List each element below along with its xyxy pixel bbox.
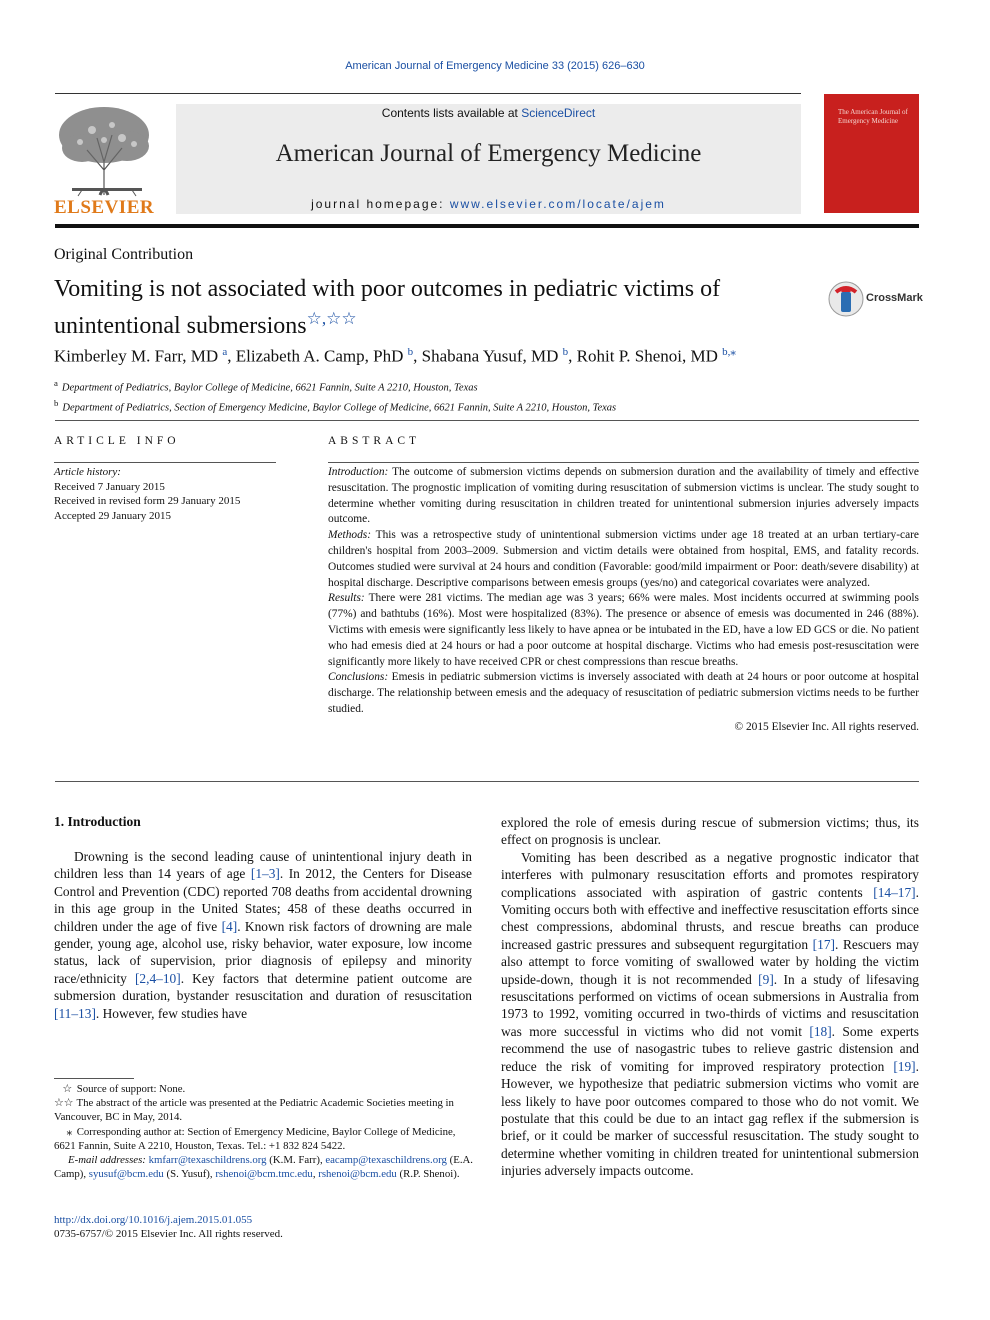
footnote-mark: ⁎: [66, 1125, 72, 1138]
affiliation-mark: a: [54, 378, 58, 388]
citation-link[interactable]: [11–13]: [54, 1005, 96, 1021]
citation-link[interactable]: [2,4–10]: [134, 970, 181, 986]
abstract-introduction: [328, 465, 919, 528]
email-link[interactable]: rshenoi@bcm.edu: [318, 1168, 397, 1181]
body-text: . Some experts recommend the use of nasogastric tubes to relieve gastric distension and reduce the risk of vomiting for improved respiratory protection: [501, 1023, 919, 1074]
abstract-label: Introduction:: [328, 466, 389, 478]
body-text: Vomiting has been described as a negative prognostic indicator that interferes with pulmonary resuscitation efforts and promotes respiratory complications associated with aspiration of gastric contents: [501, 849, 919, 900]
crossmark-label[interactable]: CrossMark: [866, 292, 923, 304]
homepage-line: [176, 197, 801, 211]
affiliations: [54, 376, 616, 415]
footnote-mark: ☆☆: [54, 1097, 74, 1110]
section-divider: [55, 420, 919, 421]
body-text: . Key factors that determine patient outcome are submersion duration, bystander resuscitation and duration of resuscitation: [54, 970, 472, 1004]
section-divider: [55, 781, 919, 782]
abstract-label: Results:: [328, 592, 365, 605]
article-section-type: Original Contribution: [54, 246, 194, 263]
issn-copyright: 0735-6757/© 2015 Elsevier Inc. All rights reserved.: [54, 1228, 283, 1240]
abstract-text: The outcome of submersion victims depends on submersion duration and the availability of timely and effective resuscitation. The prognostic implication of vomiting during resuscitation of submersion victims is unclear. The study sought to determine whether vomiting during resuscitation in children treated for unintentional submersion injuries adversely impacts outcome.: [328, 466, 919, 526]
elsevier-logo-text: ELSEVIER: [54, 197, 155, 218]
email-link[interactable]: kmfarr@texaschildrens.org: [148, 1154, 267, 1167]
abstract-text: This was a retrospective study of unintentional submersion victims under age 18 treated at an urban tertiary-care children's hospital from 2003–2009. Submersion and victim details were obtained from hospital, EMS, and fatality records. Outcomes studied were survival at 24 hours and condition (Favorable: good/mild impairment or Poor: death/severe disability) at hospital discharge. Descriptive comparisons between emesis groups (yes/no) and categorical covariates were analyzed.: [328, 529, 919, 589]
footnotes: [54, 1082, 474, 1181]
citation-link[interactable]: [1–3]: [250, 866, 280, 882]
citation-link[interactable]: [19]: [893, 1058, 916, 1074]
footnote-text: The abstract of the article was presented at the Pediatric Academic Societies meeting in Vancouver, BC in May, 2014.: [54, 1097, 454, 1124]
email-owner: (K.M. Farr),: [269, 1154, 326, 1167]
affiliation-text: Department of Pediatrics, Section of Emergency Medicine, Baylor College of Medicine, 6621 Fannin, Suite A 2210, Houston, Texas: [62, 402, 617, 413]
abstract-heading: ABSTRACT: [328, 435, 421, 447]
affiliation-item: [54, 376, 616, 396]
history-accepted: Accepted 29 January 2015: [54, 509, 171, 522]
abstract-results: [328, 591, 919, 670]
body-text: . In a study of lifesaving resuscitations performed on victims of ocean submersions in Australia from 1973 to 1992, vomiting occurred in two-thirds of victims and resuscitation was more successful in victims who did not vomit: [501, 971, 919, 1039]
article-history: [54, 465, 240, 523]
affiliation-text: Department of Pediatrics, Baylor College of Medicine, 6621 Fannin, Suite A 2210, Houston, Texas: [61, 382, 478, 394]
history-label: Article history:: [54, 466, 121, 478]
footnote-text: Source of support: None.: [76, 1083, 186, 1095]
footnote-mark: ☆: [62, 1083, 72, 1095]
journal-citation[interactable]: American Journal of Emergency Medicine 33 (2015) 626–630: [345, 60, 645, 72]
author-affiliation-mark[interactable]: a: [222, 346, 228, 358]
cover-title-text: The American Journal of Emergency Medicine: [838, 108, 908, 125]
body-text: . Known risk factors of drowning are male gender, young age, alcohol use, risky behavior, water exposure, low income status, lack of supervision, prior diagnosis of epilepsy and minority race/ethnicity: [54, 918, 472, 986]
footnote-source: [54, 1082, 474, 1096]
author-name: Shabana Yusuf, MD: [421, 346, 559, 366]
contents-line: [176, 106, 801, 120]
header-thick-divider: [55, 224, 919, 228]
citation-link[interactable]: [17]: [812, 936, 835, 952]
affiliation-item: [54, 396, 616, 416]
email-link[interactable]: rshenoi@bcm.tmc.edu: [215, 1168, 313, 1181]
homepage-prefix: journal homepage:: [311, 197, 450, 211]
sciencedirect-link[interactable]: ScienceDirect: [521, 106, 596, 120]
footnote-divider: [54, 1078, 134, 1079]
abstract-text: Emesis in pediatric submersion victims is inversely associated with death at 24 hours or poor outcome at hospital discharge. The relationship between emesis and the adequacy of resuscitation of pediatric submersion victims needs to be further studied.: [328, 671, 919, 715]
author-affiliation-mark[interactable]: b,⁎: [722, 346, 736, 358]
footnote-emails: [54, 1153, 474, 1181]
article-info-heading: ARTICLE INFO: [54, 435, 180, 447]
intro-paragraph: [501, 849, 919, 1180]
article-title-text: Vomiting is not associated with poor outcomes in pediatric victims of unintentional submersions: [54, 276, 721, 339]
history-received: Received 7 January 2015: [54, 480, 165, 493]
intro-paragraph: [54, 848, 472, 1022]
title-footnote-marks[interactable]: ☆,☆☆: [306, 309, 357, 328]
body-column-left: [54, 848, 472, 1022]
email-label: E-mail addresses:: [68, 1154, 146, 1167]
author-name: Elizabeth A. Camp, PhD: [235, 346, 404, 366]
body-text: . In 2012, the Centers for Disease Control and Prevention (CDC) reported 708 deaths from accidental drowning in this age group in the United States; 458 of these deaths occurred in children under the age of five: [54, 866, 472, 934]
body-column-right: [501, 814, 919, 1180]
header-divider: [55, 93, 801, 94]
doi-link[interactable]: http://dx.doi.org/10.1016/j.ajem.2015.01.055: [54, 1214, 253, 1226]
footnote-text: Corresponding author at: Section of Emergency Medicine, Baylor College of Medicine, 6621 Fannin, Suite A 2210, Houston, Texas. Tel.: +1 832 824 5422.: [54, 1125, 456, 1152]
footnote-presented: [54, 1096, 474, 1124]
author-affiliation-mark[interactable]: b: [407, 346, 414, 358]
email-owner: (R.P. Shenoi).: [399, 1168, 460, 1181]
email-owner: (E.A. Camp),: [54, 1154, 474, 1181]
author-list: Kimberley M. Farr, MD $^a$, Elizabeth A. Camp, PhD $^b$, Shabana Yusuf, MD $^b$, Rohit P. Shenoi, MD $^{b,⁎}$: [54, 346, 736, 366]
abstract-label: Methods:: [328, 529, 372, 542]
abstract-body: [328, 465, 919, 736]
citation-link[interactable]: [14–17]: [873, 884, 916, 900]
abstract-methods: [328, 528, 919, 591]
journal-title: American Journal of Emergency Medicine: [275, 140, 702, 167]
citation-link[interactable]: [4]: [221, 918, 238, 934]
body-text: . However, few studies have: [95, 1005, 248, 1021]
abstract-conclusions: [328, 670, 919, 717]
article-title: [54, 275, 794, 341]
author-affiliation-mark[interactable]: b: [562, 346, 569, 358]
contents-prefix: Contents lists available at: [381, 106, 522, 120]
email-link[interactable]: eacamp@texaschildrens.org: [325, 1154, 447, 1167]
article-info-divider: [54, 462, 276, 463]
homepage-link[interactable]: www.elsevier.com/locate/ajem: [449, 197, 666, 211]
footnote-corresponding: [54, 1125, 474, 1153]
abstract-text: There were 281 victims. The median age was 3 years; 66% were males. Most incidents occurred at swimming pools (77%) and bathtubs (16%). Most were hospitalized (83%). The presence or absence of emesis was documented in 246 (88%). Victims with emesis were significantly less likely to have apnea or be intubated in the ED, have a low ED GCS or die. No patient who had emesis died at 24 hours or had a poor outcome at hospital discharge. Victims who had emesis post-resuscitation were significantly more likely to have received CPR or chest compressions than rescue breaths.: [328, 592, 919, 668]
email-owner: (S. Yusuf),: [166, 1168, 216, 1181]
intro-heading: 1. Introduction: [54, 814, 141, 829]
abstract-divider: [328, 462, 919, 463]
author-name: Kimberley M. Farr, MD: [54, 346, 219, 366]
citation-link[interactable]: [9]: [758, 971, 774, 987]
author-name: Rohit P. Shenoi, MD: [576, 346, 718, 366]
body-text: . Rescuers may also attempt to force vomiting of swallowed water by holding the victim upside-down, though it is not recommended: [501, 936, 919, 987]
email-link[interactable]: syusuf@bcm.edu: [88, 1168, 164, 1181]
copyright-notice: © 2015 Elsevier Inc. All rights reserved.: [734, 720, 919, 733]
email-owner: ,: [312, 1168, 319, 1181]
body-text: Drowning is the second leading cause of unintentional injury death in children less than 14 years of age: [54, 849, 472, 882]
affiliation-mark: b: [54, 397, 59, 408]
intro-paragraph-continuation: explored the role of emesis during rescue of submersion victims; thus, its effect on prognosis is unclear.: [501, 815, 919, 848]
body-text: . Vomiting occurs both with effective and ineffective resuscitation efforts since chest compressions, abdominal thrusts, and rescue breaths can produce increased gastric pressures and subsequent regurgitation: [501, 884, 919, 952]
citation-link[interactable]: [18]: [809, 1023, 832, 1039]
body-text: . However, we hypothesize that pediatric submersion victims who vomit are less likely to have poor outcomes compared to those who do not vomit. We postulate that this could be due to an intact gag reflex if the submersion is brief, or it could be marker of successful resuscitation. The study sought to determine whether vomiting in children treated for unintentional submersion injuries adversely impacts outcome.: [501, 1058, 919, 1179]
abstract-label: Conclusions:: [328, 671, 389, 684]
history-revised: Received in revised form 29 January 2015: [54, 495, 241, 507]
